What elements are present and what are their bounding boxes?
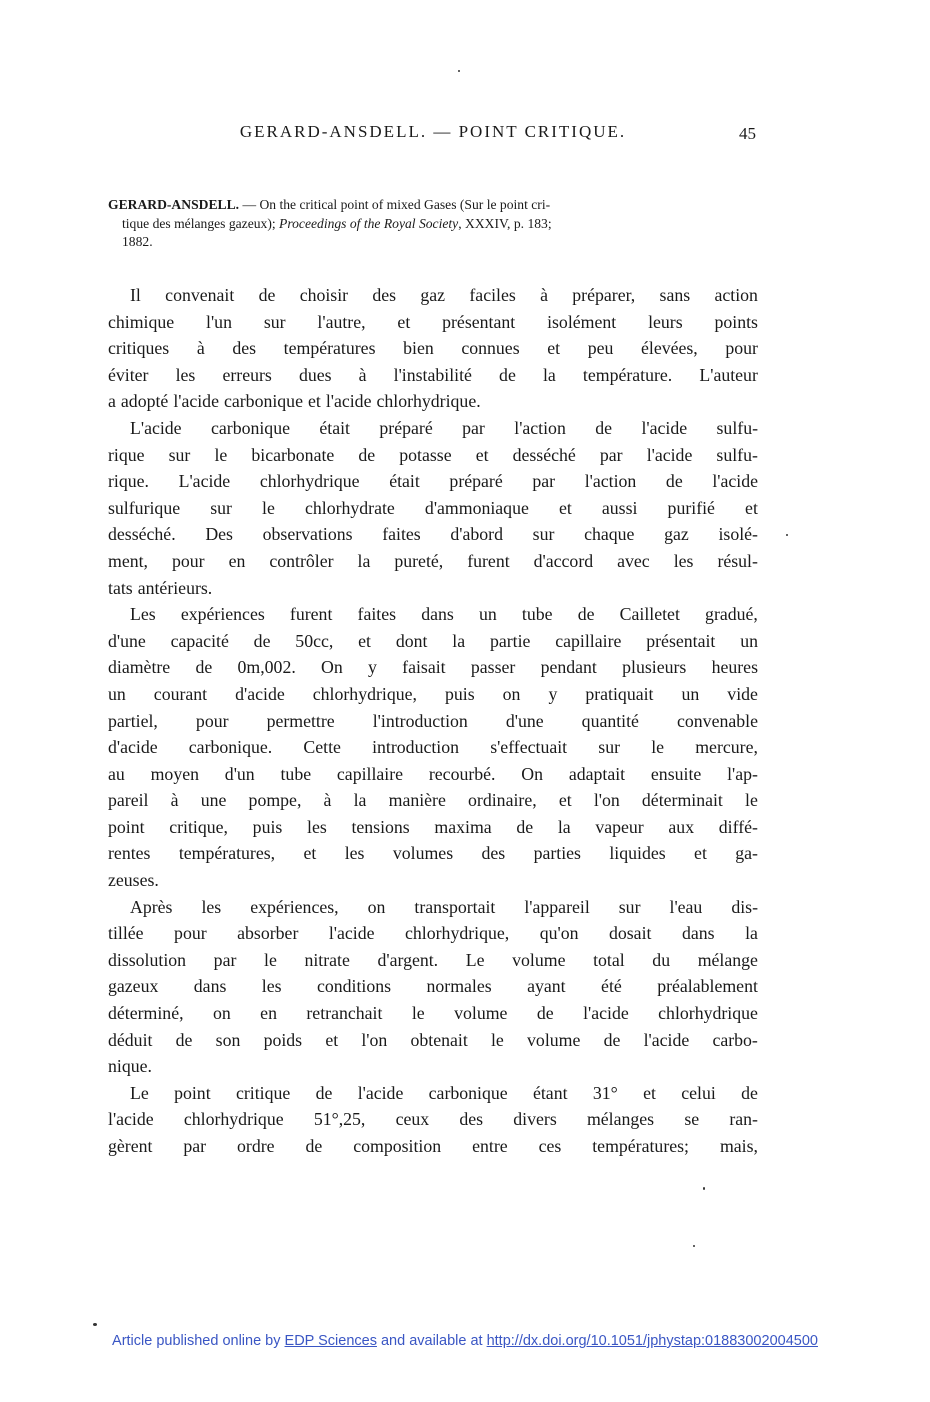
scan-speck: [786, 534, 788, 536]
text-line: desséché. Des observations faites d'abord sur chaque gaz isolé-: [108, 524, 758, 545]
publisher-link[interactable]: EDP Sciences: [284, 1333, 377, 1349]
text-line: chimique l'un sur l'autre, et présentant isolément leurs points: [108, 311, 758, 332]
text-line: L'acide carbonique était préparé par l'action de l'acide sulfu-: [130, 417, 758, 438]
text-line: point critique, puis les tensions maxima de la vapeur aux diffé-: [108, 816, 758, 837]
text-line: éviter les erreurs dues à l'instabilité de la température. L'auteur: [108, 364, 758, 385]
article-body: [108, 282, 758, 1160]
text-line: Il convenait de choisir des gaz faciles à préparer, sans action: [130, 285, 758, 305]
text-line: ment, pour en contrôler la pureté, furent d'accord avec les résul-: [108, 550, 758, 571]
bibliographic-reference: [108, 196, 758, 252]
text-line: un courant d'acide chlorhydrique, puis on y pratiquait un vide: [108, 683, 758, 704]
doi-link[interactable]: http://dx.doi.org/10.1051/jphystap:01883002004500: [486, 1333, 818, 1349]
text-line: d'une capacité de 50cc, et dont la partie capillaire présentait un: [108, 630, 758, 651]
text-line: rique. L'acide chlorhydrique était préparé par l'action de l'acide: [108, 471, 758, 492]
text-line: d'acide carbonique. Cette introduction s'effectuait sur le mercure,: [108, 737, 758, 758]
reference-line-2: [108, 215, 758, 234]
text-line: tats antérieurs.: [108, 577, 213, 598]
reference-title: — On the critical point of mixed Gases (Sur le point cri-: [239, 197, 551, 212]
text-line: dissolution par le nitrate d'argent. Le volume total du mélange: [108, 949, 758, 970]
text-line: rique sur le bicarbonate de potasse et desséché par l'acide sulfu-: [108, 444, 758, 465]
text-line: partiel, pour permettre l'introduction d'une quantité convenable: [108, 710, 758, 731]
text-line: critiques à des températures bien connues et peu élevées, pour: [108, 338, 758, 359]
text-line: rentes températures, et les volumes des parties liquides et ga-: [108, 843, 758, 864]
text-line: zeuses.: [108, 870, 159, 891]
footer-prefix: Article published online by: [112, 1333, 285, 1349]
scan-speck: [458, 70, 460, 72]
reference-year: 1882.: [122, 234, 153, 249]
text-line: tillée pour absorber l'acide chlorhydrique, qu'on dosait dans la: [108, 923, 758, 944]
text-line: Après les expériences, on transportait l'appareil sur l'eau dis-: [130, 896, 758, 917]
text-line: l'acide chlorhydrique 51°,25, ceux des divers mélanges se ran-: [108, 1109, 758, 1130]
running-head: [108, 122, 758, 146]
text-line: diamètre de 0m,002. On y faisait passer pendant plusieurs heures: [108, 657, 758, 678]
text-line: a adopté l'acide carbonique et l'acide chlorhydrique.: [108, 391, 481, 412]
page-number: 45: [739, 124, 756, 143]
text-line: déduit de son poids et l'on obtenait le volume de l'acide carbo-: [108, 1029, 758, 1050]
text-line: pareil à une pompe, à la manière ordinaire, et l'on déterminait le: [108, 790, 758, 811]
text-line: gèrent par ordre de composition entre ces températures; mais,: [108, 1136, 758, 1156]
reference-title-cont: tique des mélanges gazeux);: [122, 215, 280, 231]
publication-footer: [0, 1333, 930, 1349]
reference-author: GERARD-ANSDELL.: [108, 197, 240, 212]
scan-speck: [93, 1323, 97, 1326]
reference-journal: Proceedings of the Royal Society: [279, 215, 459, 231]
reference-line-1: [108, 196, 758, 215]
text-line: sulfurique sur le chlorhydrate d'ammoniaque et aussi purifié et: [108, 497, 758, 518]
text-line: au moyen d'un tube capillaire recourbé. On adaptait ensuite l'ap-: [108, 763, 758, 784]
footer-middle: and available at: [376, 1333, 487, 1349]
text-line: Le point critique de l'acide carbonique étant 31° et celui de: [130, 1082, 758, 1103]
text-line: gazeux dans les conditions normales ayant été préalablement: [108, 976, 758, 997]
text-line: Les expériences furent faites dans un tube de Cailletet gradué,: [130, 604, 758, 625]
reference-volume: , XXXIV, p. 183;: [458, 215, 552, 231]
scan-speck: [703, 1187, 705, 1190]
text-line: nique.: [108, 1056, 152, 1077]
scan-speck: [693, 1245, 695, 1247]
text-line: déterminé, on en retranchait le volume de l'acide chlorhydrique: [108, 1003, 758, 1024]
running-head-title: GERARD-ANSDELL. — POINT CRITIQUE.: [239, 122, 627, 141]
